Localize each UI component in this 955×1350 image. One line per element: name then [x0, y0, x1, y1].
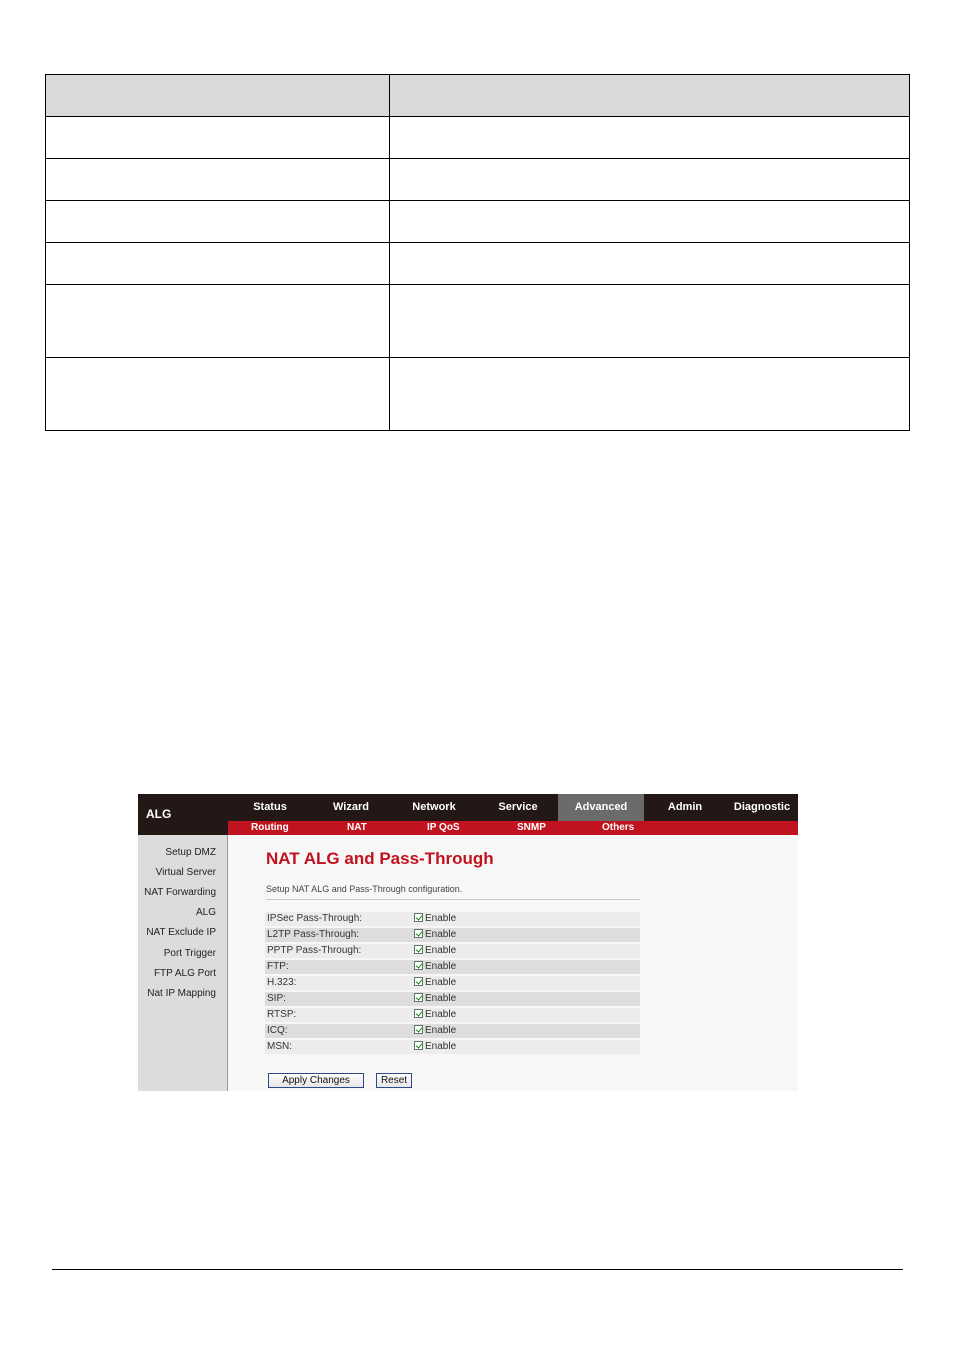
alg-row-msn — [265, 1039, 640, 1055]
ftp-enable-checkbox[interactable] — [414, 961, 423, 970]
alg-row-ipsec — [265, 912, 640, 927]
nav-admin[interactable]: Admin — [667, 801, 703, 813]
router-ui-screenshot — [138, 794, 798, 1091]
alg-row-ftp — [265, 959, 640, 975]
sip-enable-checkbox[interactable] — [414, 993, 423, 1002]
doc-table-cell — [390, 243, 910, 285]
alg-row-h323 — [265, 975, 640, 991]
msn-enable-checkbox[interactable] — [414, 1041, 423, 1050]
ipsec-enable-checkbox[interactable] — [414, 913, 423, 922]
nav-status[interactable]: Status — [253, 801, 287, 813]
divider — [266, 899, 640, 900]
subnav-snmp[interactable]: SNMP — [517, 822, 546, 833]
enable-label: Enable — [425, 1041, 457, 1052]
sidebar-item-nat-forwarding[interactable]: NAT Forwarding — [144, 887, 216, 898]
page-description: Setup NAT ALG and Pass-Through configuration. — [266, 884, 463, 894]
doc-table-cell — [390, 117, 910, 159]
content-area — [228, 835, 798, 1091]
alg-row-l2tp — [265, 927, 640, 943]
nav-advanced[interactable]: Advanced — [558, 794, 644, 821]
sidebar-item-setup-dmz[interactable]: Setup DMZ — [165, 847, 216, 858]
sidebar-item-virtual-server[interactable]: Virtual Server — [155, 867, 216, 878]
section-title: ALG — [138, 794, 228, 835]
sidebar-item-alg[interactable]: ALG — [195, 907, 216, 918]
enable-label: Enable — [425, 929, 457, 940]
doc-table-cell — [390, 201, 910, 243]
rtsp-enable-checkbox[interactable] — [414, 1009, 423, 1018]
sub-nav-bar — [228, 821, 798, 835]
alg-row-label: ICQ: — [265, 1023, 412, 1039]
enable-label: Enable — [425, 993, 457, 1004]
doc-table-row — [46, 117, 910, 159]
doc-table-row — [46, 358, 910, 431]
l2tp-enable-checkbox[interactable] — [414, 929, 423, 938]
nav-network[interactable]: Network — [412, 801, 456, 813]
subnav-routing[interactable]: Routing — [251, 822, 289, 833]
alg-settings-table — [265, 912, 640, 1056]
apply-changes-button[interactable]: Apply Changes — [268, 1073, 364, 1088]
subnav-others[interactable]: Others — [602, 822, 635, 833]
doc-table-cell — [46, 285, 390, 358]
doc-table — [45, 74, 910, 431]
doc-table-cell — [46, 358, 390, 431]
enable-label: Enable — [425, 1025, 457, 1036]
alg-row-label: RTSP: — [265, 1007, 412, 1023]
alg-row-sip — [265, 991, 640, 1007]
doc-table-cell — [46, 243, 390, 285]
alg-row-label: MSN: — [265, 1039, 412, 1055]
sidebar-item-nat-ip-mapping[interactable]: Nat IP Mapping — [147, 988, 216, 999]
doc-table-row — [46, 159, 910, 201]
enable-label: Enable — [425, 945, 457, 956]
doc-table-header-cell — [390, 75, 910, 117]
alg-row-icq — [265, 1023, 640, 1039]
nav-wizard[interactable]: Wizard — [333, 801, 369, 813]
alg-row-label: SIP: — [265, 991, 412, 1007]
enable-label: Enable — [425, 913, 457, 924]
alg-row-pptp — [265, 943, 640, 959]
subnav-ip-qos[interactable]: IP QoS — [427, 822, 460, 833]
doc-table-cell — [390, 285, 910, 358]
alg-row-label: PPTP Pass-Through: — [265, 943, 412, 959]
doc-table-row — [46, 201, 910, 243]
sidebar-item-ftp-alg-port[interactable]: FTP ALG Port — [153, 968, 216, 979]
alg-row-label: FTP: — [265, 959, 412, 975]
doc-table-cell — [46, 117, 390, 159]
alg-row-label: IPSec Pass-Through: — [265, 912, 412, 927]
doc-table-cell — [46, 201, 390, 243]
doc-table-header-cell — [46, 75, 390, 117]
doc-table-row — [46, 285, 910, 358]
doc-table-cell — [390, 358, 910, 431]
alg-row-label: H.323: — [265, 975, 412, 991]
footer-divider — [52, 1269, 903, 1270]
sidebar-item-port-trigger[interactable]: Port Trigger — [163, 948, 216, 959]
page-title: NAT ALG and Pass-Through — [266, 849, 494, 868]
h323-enable-checkbox[interactable] — [414, 977, 423, 986]
nav-diagnostic[interactable]: Diagnostic — [733, 801, 791, 813]
icq-enable-checkbox[interactable] — [414, 1025, 423, 1034]
subnav-nat[interactable]: NAT — [347, 822, 367, 833]
pptp-enable-checkbox[interactable] — [414, 945, 423, 954]
doc-table-header-row — [46, 75, 910, 117]
enable-label: Enable — [425, 977, 457, 988]
doc-table-row — [46, 243, 910, 285]
main-nav — [228, 794, 798, 821]
nav-service[interactable]: Service — [498, 801, 538, 813]
enable-label: Enable — [425, 961, 457, 972]
doc-table-cell — [46, 159, 390, 201]
reset-button[interactable]: Reset — [376, 1073, 412, 1088]
sidebar — [138, 835, 228, 1091]
enable-label: Enable — [425, 1009, 457, 1020]
sidebar-item-nat-exclude-ip[interactable]: NAT Exclude IP — [146, 927, 216, 938]
doc-table-cell — [390, 159, 910, 201]
alg-row-label: L2TP Pass-Through: — [265, 927, 412, 943]
alg-row-rtsp — [265, 1007, 640, 1023]
